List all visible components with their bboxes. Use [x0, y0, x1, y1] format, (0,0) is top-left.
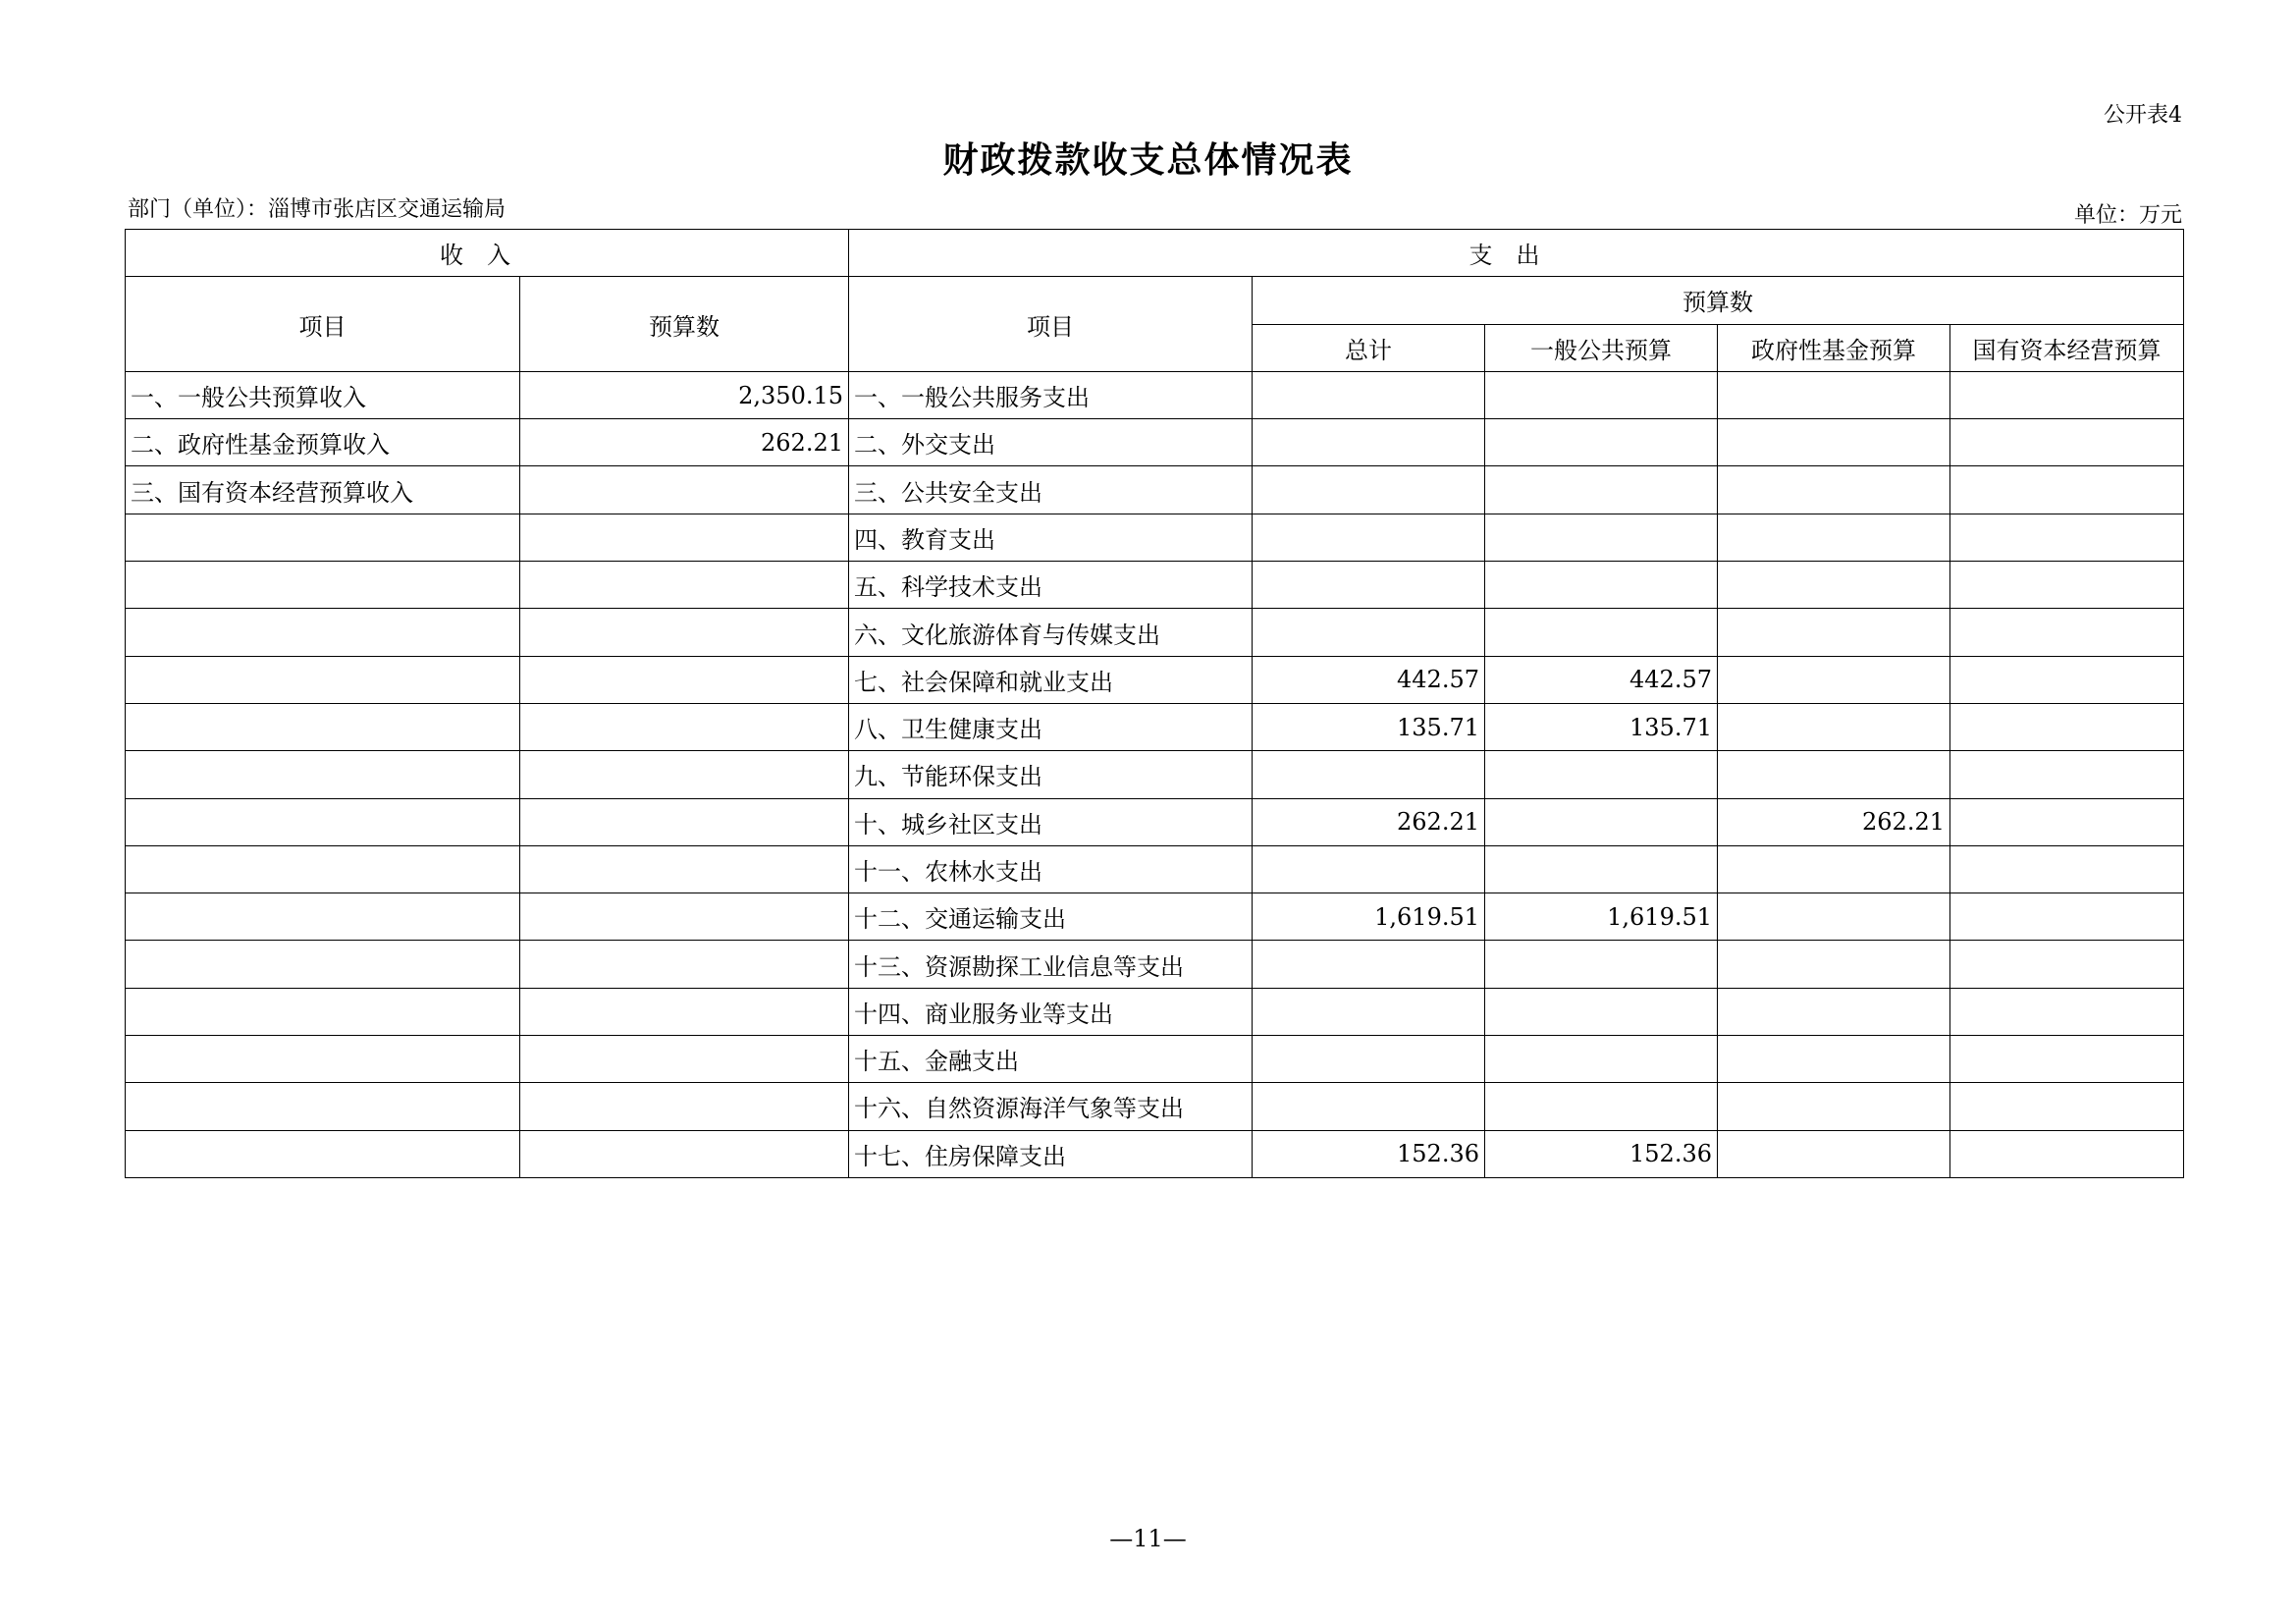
income-amount-cell — [520, 466, 849, 514]
state-capital-cell — [1950, 514, 2184, 561]
form-number: 公开表4 — [2104, 103, 2182, 128]
gov-fund-cell — [1718, 1036, 1950, 1083]
state-capital-cell — [1950, 656, 2184, 703]
total-cell — [1253, 988, 1485, 1035]
gov-fund-cell — [1718, 845, 1950, 893]
table-row — [126, 751, 2184, 798]
state-capital-cell — [1950, 1130, 2184, 1177]
general-budget-cell: 135.71 — [1485, 703, 1718, 750]
expense-item-cell: 七、社会保障和就业支出 — [849, 656, 1253, 703]
income-item-cell — [126, 1083, 520, 1130]
total-cell — [1253, 371, 1485, 418]
table-row — [126, 514, 2184, 561]
table-row — [126, 656, 2184, 703]
income-amount-cell — [520, 1083, 849, 1130]
income-amount-cell — [520, 656, 849, 703]
general-budget-cell: 152.36 — [1485, 1130, 1718, 1177]
expense-item-cell: 十六、自然资源海洋气象等支出 — [849, 1083, 1253, 1130]
expense-item-cell: 六、文化旅游体育与传媒支出 — [849, 609, 1253, 656]
income-header: 收入 — [126, 230, 849, 277]
income-item-cell — [126, 893, 520, 941]
general-budget-cell — [1485, 1083, 1718, 1130]
state-capital-cell — [1950, 562, 2184, 609]
income-item-cell — [126, 845, 520, 893]
gov-fund-cell — [1718, 466, 1950, 514]
table-row — [126, 893, 2184, 941]
table-row — [126, 609, 2184, 656]
general-budget-cell — [1485, 609, 1718, 656]
state-capital-cell — [1950, 941, 2184, 988]
state-capital-cell — [1950, 751, 2184, 798]
general-budget-cell — [1485, 751, 1718, 798]
income-item-cell — [126, 941, 520, 988]
gov-fund-cell — [1718, 751, 1950, 798]
total-cell — [1253, 609, 1485, 656]
income-item-cell: 三、国有资本经营预算收入 — [126, 466, 520, 514]
expense-item-cell: 十二、交通运输支出 — [849, 893, 1253, 941]
state-capital-cell — [1950, 703, 2184, 750]
total-cell — [1253, 845, 1485, 893]
table-row — [126, 1036, 2184, 1083]
income-item-cell — [126, 1036, 520, 1083]
income-item-header: 项目 — [126, 277, 520, 372]
expense-item-cell: 十四、商业服务业等支出 — [849, 988, 1253, 1035]
state-capital-cell — [1950, 798, 2184, 845]
total-cell: 1,619.51 — [1253, 893, 1485, 941]
expense-item-cell: 十七、住房保障支出 — [849, 1130, 1253, 1177]
gov-fund-cell: 262.21 — [1718, 798, 1950, 845]
state-capital-cell — [1950, 1036, 2184, 1083]
gov-fund-cell — [1718, 893, 1950, 941]
expense-item-cell: 十一、农林水支出 — [849, 845, 1253, 893]
income-amount-cell — [520, 703, 849, 750]
income-amount-cell — [520, 1130, 849, 1177]
general-budget-header: 一般公共预算 — [1485, 324, 1718, 371]
general-budget-cell — [1485, 798, 1718, 845]
state-capital-cell — [1950, 845, 2184, 893]
income-item-cell — [126, 703, 520, 750]
income-amount-cell — [520, 609, 849, 656]
page-title: 财政拨款收支总体情况表 — [942, 140, 1354, 181]
income-item-cell — [126, 609, 520, 656]
total-cell — [1253, 1036, 1485, 1083]
income-amount-cell — [520, 1036, 849, 1083]
total-cell: 135.71 — [1253, 703, 1485, 750]
income-budget-header: 预算数 — [520, 277, 849, 372]
income-item-cell — [126, 562, 520, 609]
gov-fund-cell — [1718, 609, 1950, 656]
expense-item-cell: 十三、资源勘探工业信息等支出 — [849, 941, 1253, 988]
state-capital-cell — [1950, 609, 2184, 656]
gov-fund-cell — [1718, 656, 1950, 703]
expense-header: 支出 — [849, 230, 2184, 277]
state-capital-header: 国有资本经营预算 — [1950, 324, 2184, 371]
department-label: 部门（单位）：淄博市张店区交通运输局 — [128, 197, 507, 222]
budget-table — [125, 229, 2184, 1178]
income-amount-cell — [520, 893, 849, 941]
table-row — [126, 1130, 2184, 1177]
general-budget-cell — [1485, 562, 1718, 609]
total-header: 总计 — [1253, 324, 1485, 371]
income-item-cell — [126, 1130, 520, 1177]
page-number: —11— — [1109, 1525, 1187, 1552]
general-budget-cell: 1,619.51 — [1485, 893, 1718, 941]
general-budget-cell — [1485, 419, 1718, 466]
income-amount-cell — [520, 562, 849, 609]
income-item-cell — [126, 514, 520, 561]
table-row — [126, 1083, 2184, 1130]
gov-fund-cell — [1718, 371, 1950, 418]
total-cell: 442.57 — [1253, 656, 1485, 703]
expense-item-cell: 十五、金融支出 — [849, 1036, 1253, 1083]
expense-item-cell: 八、卫生健康支出 — [849, 703, 1253, 750]
gov-fund-cell — [1718, 1083, 1950, 1130]
unit-label: 单位：万元 — [2073, 203, 2182, 228]
gov-fund-cell — [1718, 703, 1950, 750]
income-item-cell — [126, 751, 520, 798]
gov-fund-cell — [1718, 419, 1950, 466]
income-item-cell — [126, 988, 520, 1035]
expense-item-cell: 四、教育支出 — [849, 514, 1253, 561]
gov-fund-header: 政府性基金预算 — [1718, 324, 1950, 371]
table-row — [126, 941, 2184, 988]
income-item-cell: 二、政府性基金预算收入 — [126, 419, 520, 466]
expense-item-header: 项目 — [849, 277, 1253, 372]
expense-item-cell: 三、公共安全支出 — [849, 466, 1253, 514]
table-row — [126, 845, 2184, 893]
expense-item-cell: 十、城乡社区支出 — [849, 798, 1253, 845]
general-budget-cell — [1485, 845, 1718, 893]
table-row — [126, 703, 2184, 750]
table-row — [126, 466, 2184, 514]
total-cell: 152.36 — [1253, 1130, 1485, 1177]
state-capital-cell — [1950, 371, 2184, 418]
general-budget-cell — [1485, 371, 1718, 418]
table-row — [126, 419, 2184, 466]
expense-item-cell: 二、外交支出 — [849, 419, 1253, 466]
state-capital-cell — [1950, 988, 2184, 1035]
gov-fund-cell — [1718, 562, 1950, 609]
general-budget-cell — [1485, 1036, 1718, 1083]
gov-fund-cell — [1718, 941, 1950, 988]
state-capital-cell — [1950, 1083, 2184, 1130]
income-amount-cell — [520, 845, 849, 893]
total-cell — [1253, 751, 1485, 798]
gov-fund-cell — [1718, 988, 1950, 1035]
state-capital-cell — [1950, 419, 2184, 466]
general-budget-cell — [1485, 466, 1718, 514]
expense-item-cell: 五、科学技术支出 — [849, 562, 1253, 609]
income-item-cell: 一、一般公共预算收入 — [126, 371, 520, 418]
income-amount-cell — [520, 941, 849, 988]
gov-fund-cell — [1718, 1130, 1950, 1177]
general-budget-cell: 442.57 — [1485, 656, 1718, 703]
gov-fund-cell — [1718, 514, 1950, 561]
total-cell — [1253, 419, 1485, 466]
expense-budget-header: 预算数 — [1253, 277, 2184, 324]
table-row — [126, 562, 2184, 609]
income-amount-cell — [520, 988, 849, 1035]
expense-item-cell: 一、一般公共服务支出 — [849, 371, 1253, 418]
total-cell — [1253, 466, 1485, 514]
table-row — [126, 988, 2184, 1035]
total-cell — [1253, 514, 1485, 561]
general-budget-cell — [1485, 988, 1718, 1035]
state-capital-cell — [1950, 466, 2184, 514]
total-cell: 262.21 — [1253, 798, 1485, 845]
table-row — [126, 798, 2184, 845]
total-cell — [1253, 562, 1485, 609]
income-amount-cell — [520, 514, 849, 561]
total-cell — [1253, 1083, 1485, 1130]
table-body — [126, 371, 2184, 1177]
table-row — [126, 371, 2184, 418]
income-amount-cell — [520, 798, 849, 845]
general-budget-cell — [1485, 514, 1718, 561]
state-capital-cell — [1950, 893, 2184, 941]
income-amount-cell: 262.21 — [520, 419, 849, 466]
income-item-cell — [126, 798, 520, 845]
income-item-cell — [126, 656, 520, 703]
general-budget-cell — [1485, 941, 1718, 988]
income-amount-cell: 2,350.15 — [520, 371, 849, 418]
expense-item-cell: 九、节能环保支出 — [849, 751, 1253, 798]
total-cell — [1253, 941, 1485, 988]
income-amount-cell — [520, 751, 849, 798]
